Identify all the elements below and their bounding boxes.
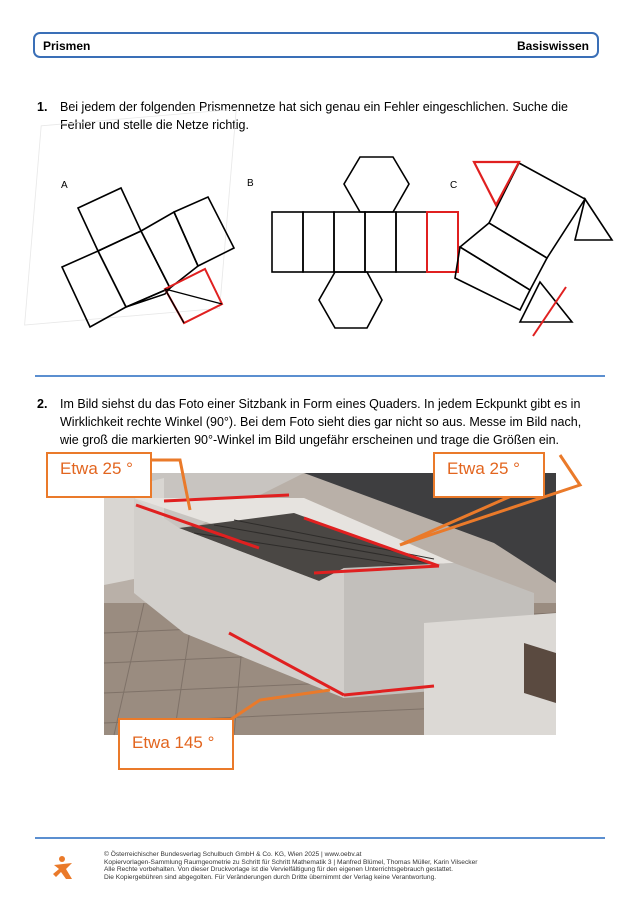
- task-line: Fehler und stelle die Netze richtig.: [60, 118, 249, 132]
- net-label-a: A: [61, 180, 68, 191]
- page-category: Basiswissen: [516, 39, 589, 53]
- footer-divider: [35, 837, 605, 839]
- footer-line: Kopiervorlagen-Sammlung Raumgeometrie zu Schritt für Schritt Mathematik 3 | Manfred Blümel, Thomas Müller, Karin Vilsecker: [104, 858, 478, 866]
- footer-text: [104, 851, 477, 881]
- footer-line: Die Kopiergebühren sind abgegolten. Für Veränderungen durch Dritte übernimmt der Verlag keine Verantwortung.: [104, 873, 437, 881]
- page-title: Prismen: [43, 39, 91, 53]
- net-label-c: C: [450, 180, 458, 191]
- task-line: Im Bild siehst du das Foto einer Sitzbank in Form eines Quaders. In jedem Eckpunkt gibt es in: [60, 397, 581, 411]
- task-number: 1.: [37, 100, 48, 114]
- callout-angle-1: Etwa 25 °: [46, 452, 152, 498]
- task-line: Bei jedem der folgenden Prismennetze hat sich genau ein Fehler eingeschlichen. Suche die: [60, 100, 568, 114]
- callout-angle-3: Etwa 145 °: [118, 718, 234, 770]
- callout-angle-2: Etwa 25 °: [433, 452, 545, 498]
- task-line: wie groß die markierten 90°-Winkel im Bild ungefähr erscheinen und trage die Größen ein.: [60, 433, 559, 447]
- footer-line: © Österreichischer Bundesverlag Schulbuch GmbH & Co. KG, Wien 2025 | www.oebv.at: [104, 851, 362, 858]
- footer-line: Alle Rechte vorbehalten. Von dieser Druckvorlage ist die Vervielfältigung für den eigenen Unterrichtsgebrauch gestattet.: [104, 866, 453, 874]
- net-label-b: B: [247, 178, 254, 189]
- task-number: 2.: [37, 397, 48, 411]
- publisher-logo-icon: [50, 853, 80, 883]
- task-line: Wirklichkeit rechte Winkel (90°). Bei dem Foto sieht dies gar nicht so aus. Messe im Bild nach,: [60, 415, 582, 429]
